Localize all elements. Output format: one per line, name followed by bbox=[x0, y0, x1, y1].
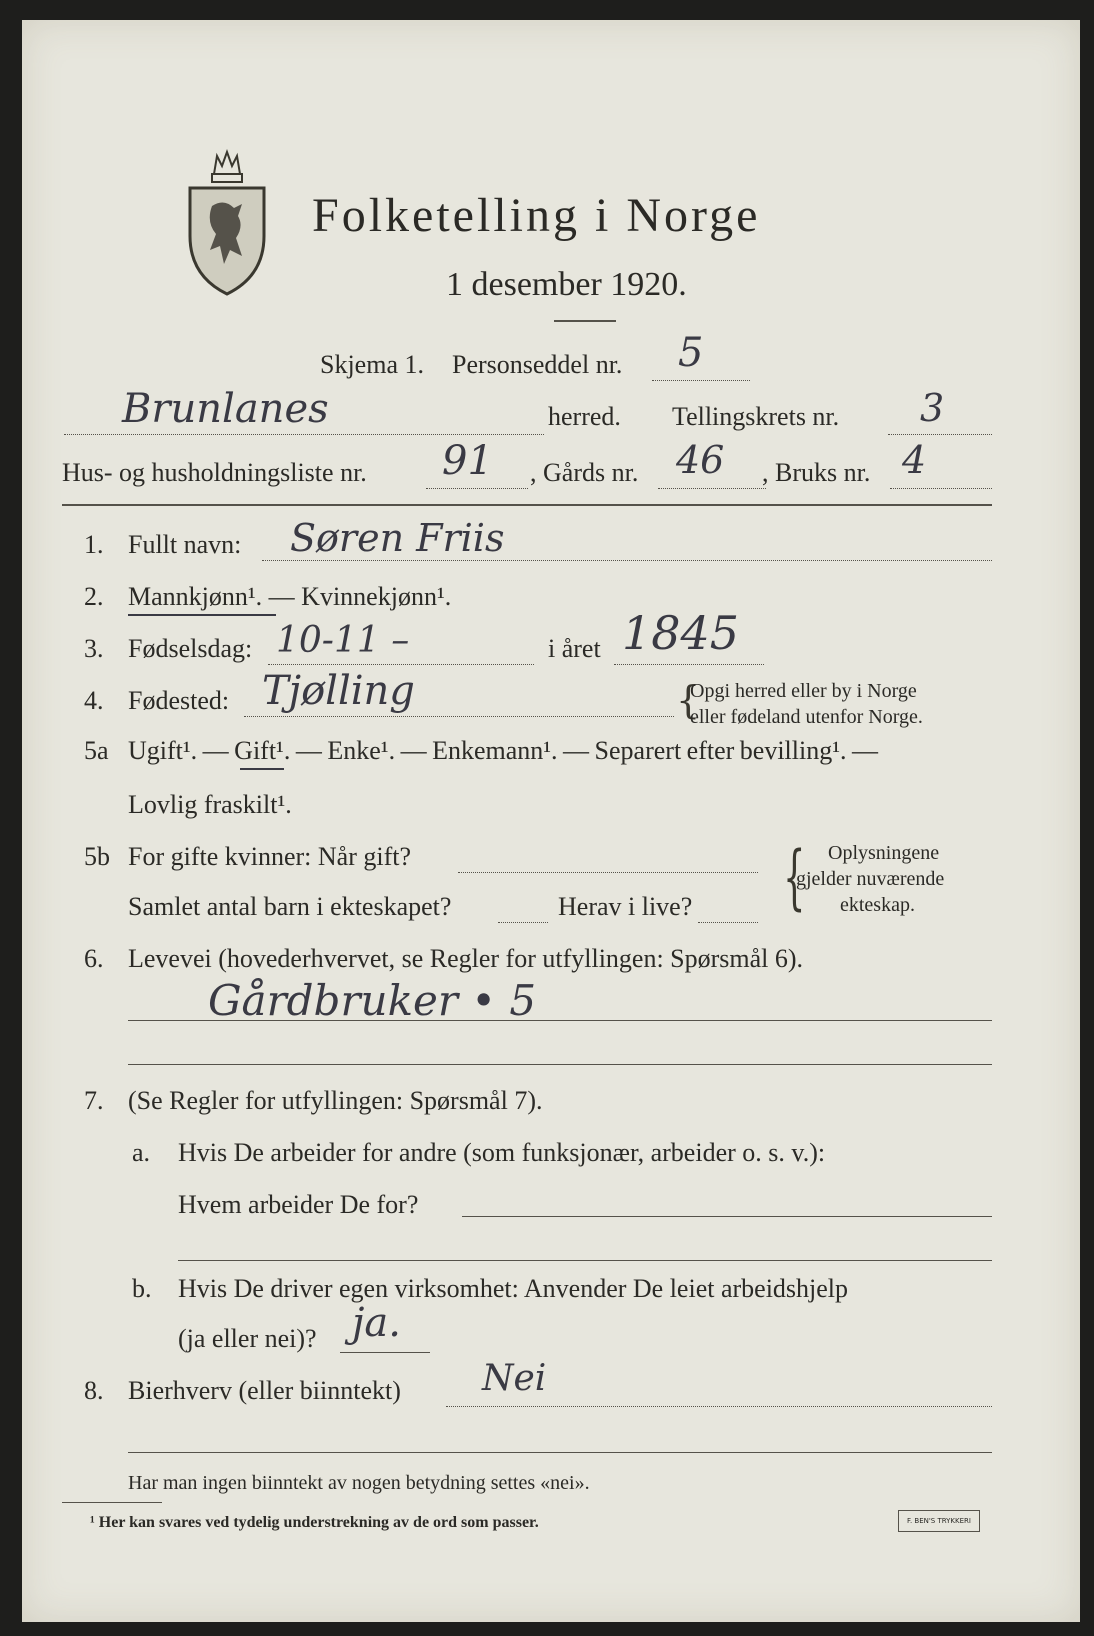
q6-label: Levevei (hovederhvervet, se Regler for utfyllingen: Spørsmål 6). bbox=[128, 944, 804, 973]
q7a-letter: a. bbox=[132, 1138, 151, 1167]
q7b-line1: Hvis De driver egen virksomhet: Anvender De leiet arbeidshjelp bbox=[178, 1274, 849, 1303]
q5b-note1: Oplysningene bbox=[828, 842, 940, 864]
herred-value: Brunlanes bbox=[122, 386, 329, 432]
schema-label: Skjema 1. bbox=[320, 350, 424, 379]
personseddel-value: 5 bbox=[678, 330, 704, 376]
q4-note-line1: Opgi herred eller by i Norge bbox=[690, 680, 917, 702]
q5b-children-line bbox=[498, 922, 548, 923]
q2-number: 2. bbox=[84, 582, 104, 611]
footnote-rule bbox=[62, 1502, 162, 1503]
gards-line bbox=[658, 488, 766, 489]
q5a-line2: Lovlig fraskilt¹. bbox=[128, 790, 292, 819]
q6-value: Gårdbruker • 5 bbox=[208, 976, 537, 1025]
q8-value: Nei bbox=[482, 1358, 547, 1399]
q4-note-line2: eller fødeland utenfor Norge. bbox=[690, 706, 923, 728]
q5b-note2: gjelder nuværende bbox=[796, 868, 945, 890]
q3-line bbox=[268, 664, 534, 665]
q6-line2 bbox=[128, 1064, 992, 1065]
q4-value: Tjølling bbox=[262, 668, 415, 714]
section-divider bbox=[62, 504, 992, 506]
q5b-number: 5b bbox=[84, 842, 110, 871]
coat-of-arms-icon bbox=[184, 146, 270, 296]
q7-number: 7. bbox=[84, 1086, 104, 1115]
footer-note: Har man ingen biinntekt av nogen betydning settes «nei». bbox=[128, 1472, 590, 1494]
tellingskrets-line bbox=[888, 434, 992, 435]
q2-underline bbox=[128, 614, 276, 616]
q1-value: Søren Friis bbox=[290, 516, 505, 560]
q4-line bbox=[244, 716, 674, 717]
q5a-number: 5a bbox=[84, 736, 109, 765]
gards-label: , Gårds nr. bbox=[530, 458, 639, 487]
q3-year-line bbox=[614, 664, 764, 665]
q5b-line2b: Herav i live? bbox=[558, 892, 693, 921]
census-form bbox=[22, 20, 1080, 1622]
q5b-line1: For gifte kvinner: Når gift? bbox=[128, 842, 412, 871]
q3-label: Fødselsdag: bbox=[128, 634, 253, 663]
husholdning-line bbox=[426, 488, 528, 489]
footnote: ¹ Her kan svares ved tydelig understrekning av de ord som passer. bbox=[90, 1514, 539, 1531]
q3-year-value: 1845 bbox=[622, 606, 740, 660]
q3-year-label: i året bbox=[548, 634, 601, 663]
q4-number: 4. bbox=[84, 686, 104, 715]
gards-value: 46 bbox=[676, 438, 725, 482]
personseddel-line bbox=[652, 380, 750, 381]
q1-number: 1. bbox=[84, 530, 104, 559]
q5b-brace: { bbox=[783, 836, 806, 918]
q5b-line2a: Samlet antal barn i ekteskapet? bbox=[128, 892, 452, 921]
herred-line bbox=[64, 434, 544, 435]
q7b-line bbox=[340, 1352, 430, 1353]
header-rule bbox=[554, 320, 616, 322]
q6-line1 bbox=[128, 1020, 992, 1021]
q7b-line2: (ja eller nei)? bbox=[178, 1324, 317, 1353]
q7a-line2: Hvem arbeider De for? bbox=[178, 1190, 419, 1219]
form-title: Folketelling i Norge bbox=[312, 189, 761, 242]
q7b-letter: b. bbox=[132, 1274, 152, 1303]
q7a-line bbox=[462, 1216, 992, 1217]
q4-label: Fødested: bbox=[128, 686, 230, 715]
husholdning-value: 91 bbox=[442, 438, 493, 484]
q1-label: Fullt navn: bbox=[128, 530, 242, 559]
q3-value: 10-11 – bbox=[276, 620, 410, 661]
bruks-value: 4 bbox=[902, 438, 927, 482]
q5b-note3: ekteskap. bbox=[840, 894, 915, 916]
q7a-line1: Hvis De arbeider for andre (som funksjonær, arbeider o. s. v.): bbox=[178, 1138, 826, 1167]
q3-number: 3. bbox=[84, 634, 104, 663]
q1-line bbox=[262, 560, 992, 561]
q8-line-extra bbox=[128, 1452, 992, 1453]
q7-label: (Se Regler for utfyllingen: Spørsmål 7). bbox=[128, 1086, 543, 1115]
tellingskrets-value: 3 bbox=[920, 386, 945, 430]
q6-number: 6. bbox=[84, 944, 104, 973]
bruks-label: , Bruks nr. bbox=[762, 458, 871, 487]
form-date: 1 desember 1920. bbox=[446, 266, 687, 303]
husholdning-label: Hus- og husholdningsliste nr. bbox=[62, 458, 367, 487]
q8-label: Bierhverv (eller biinntekt) bbox=[128, 1376, 401, 1405]
herred-label: herred. bbox=[548, 402, 621, 431]
q4-brace: { bbox=[676, 678, 701, 722]
personseddel-label: Personseddel nr. bbox=[452, 350, 623, 379]
q5a-underline bbox=[240, 768, 284, 770]
q2-label: Mannkjønn¹. — Kvinnekjønn¹. bbox=[128, 582, 452, 611]
q5b-married-line bbox=[458, 872, 758, 873]
q8-line bbox=[446, 1406, 992, 1407]
bruks-line bbox=[890, 488, 992, 489]
q7a-line-extra bbox=[178, 1260, 992, 1261]
printer-stamp: F. BEN'S TRYKKERI bbox=[898, 1510, 980, 1532]
tellingskrets-label: Tellingskrets nr. bbox=[672, 402, 840, 431]
q5a-line1: Ugift¹. — Gift¹. — Enke¹. — Enkemann¹. — Separert efter bevilling¹. — bbox=[128, 736, 879, 765]
q8-number: 8. bbox=[84, 1376, 104, 1405]
q7b-value: ja. bbox=[352, 1300, 401, 1346]
q5b-alive-line bbox=[698, 922, 758, 923]
